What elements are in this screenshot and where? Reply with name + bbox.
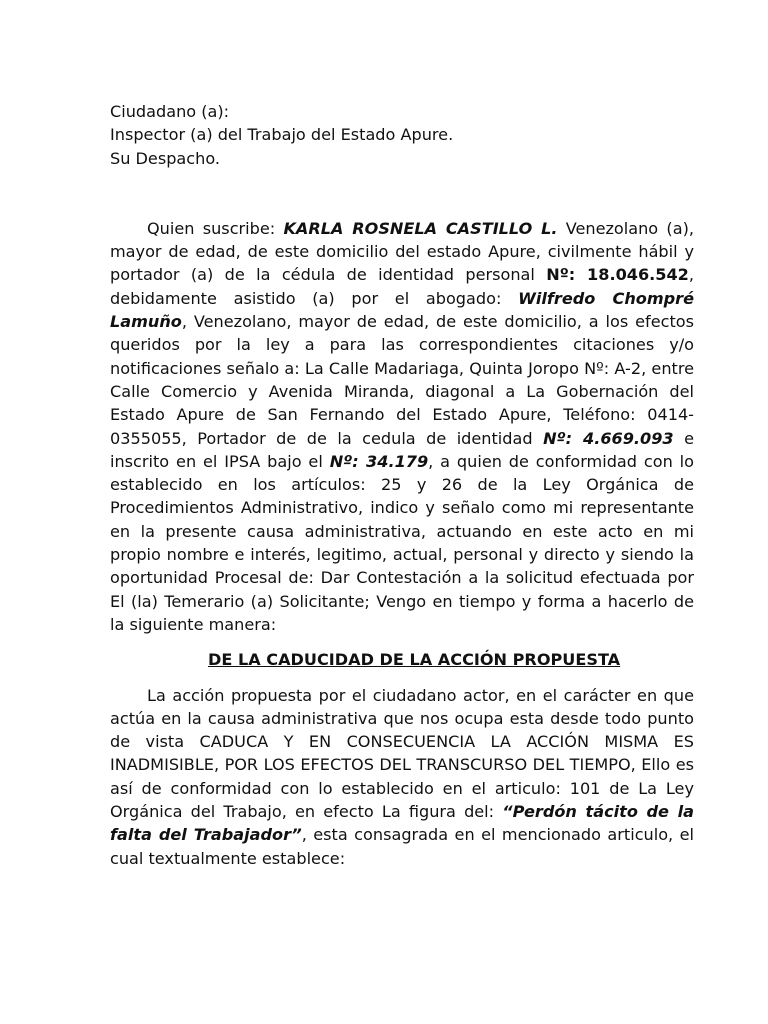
lawyer-name: Wilfredo Chompré Lamuño [110, 288, 694, 332]
addressee-line: Ciudadano (a): [110, 102, 230, 121]
addressee-block [110, 100, 694, 170]
text-run: , Venezolano, mayor de edad, de este domicilio, a los efectos queridos por la ley a para las correspondientes citaciones y/o notificaciones señalo a: La Calle Madariaga, Quinta Joropo Nº: A-2, entre Calle Comercio y Avenida Miranda, diagonal a La Gobernación del Estado Apure de San Fernando del Estado Apure, Teléfono: 0414-0355055, Portador de de la cedula de identidad [110, 312, 694, 448]
addressee-closing: Su Despacho. [110, 148, 221, 168]
id-number: Nº: 18.046.542 [546, 265, 689, 285]
addressee-title: Inspector (a) del Trabajo del Estado Apure. [110, 125, 454, 145]
body-paragraph [110, 684, 694, 870]
document-page [110, 100, 694, 870]
signer-name: KARLA ROSNELA CASTILLO L. [283, 218, 558, 238]
text-run: , debidamente asistido (a) por el abogado: [110, 265, 694, 308]
section-heading: DE LA CADUCIDAD DE LA ACCIÓN PROPUESTA [208, 650, 621, 670]
text-run: e inscrito en el IPSA bajo el [110, 428, 694, 471]
text-run: Venezolano (a), mayor de edad, de este domicilio del estado Apure, civilmente hábil y portador (a) de la cédula de identidad personal [110, 218, 694, 285]
lawyer-id-number: Nº: 4.669.093 [543, 428, 674, 448]
quoted-term: “Perdón tácito de la falta del Trabajador” [110, 802, 694, 845]
text-run: Quien suscribe: [147, 218, 284, 238]
intro-paragraph [110, 217, 694, 636]
ipsa-number: Nº: 34.179 [329, 451, 429, 471]
text-run: La acción propuesta por el ciudadano actor, en el carácter en que actúa en la causa administrativa que nos ocupa esta desde todo punto de vista CADUCA Y EN CONSECUENCIA LA ACCIÓN MISMA ES INADMISIBLE, POR LOS EFECTOS DEL TRANSCURSO DEL TIEMPO, Ello es así de conformidad con lo establecido en el articulo: 101 de La Ley Orgánica del Trabajo, en efecto La figura del: [110, 685, 694, 822]
text-run: , a quien de conformidad con lo establecido en los artículos: 25 y 26 de la Ley Orgánica de Procedimientos Administrativo, indico y señalo como mi representante en la presente causa administrativa, actuando en este acto en mi propio nombre e interés, legitimo, actual, personal y directo y siendo la oportunidad Procesal de: Dar Contestación a la solicitud efectuada por El (la) Temerario (a) Solicitante; Vengo en tiempo y forma a hacerlo de la siguiente manera: [110, 451, 694, 634]
text-run: , esta consagrada en el mencionado articulo, el cual textualmente establece: [110, 825, 694, 868]
